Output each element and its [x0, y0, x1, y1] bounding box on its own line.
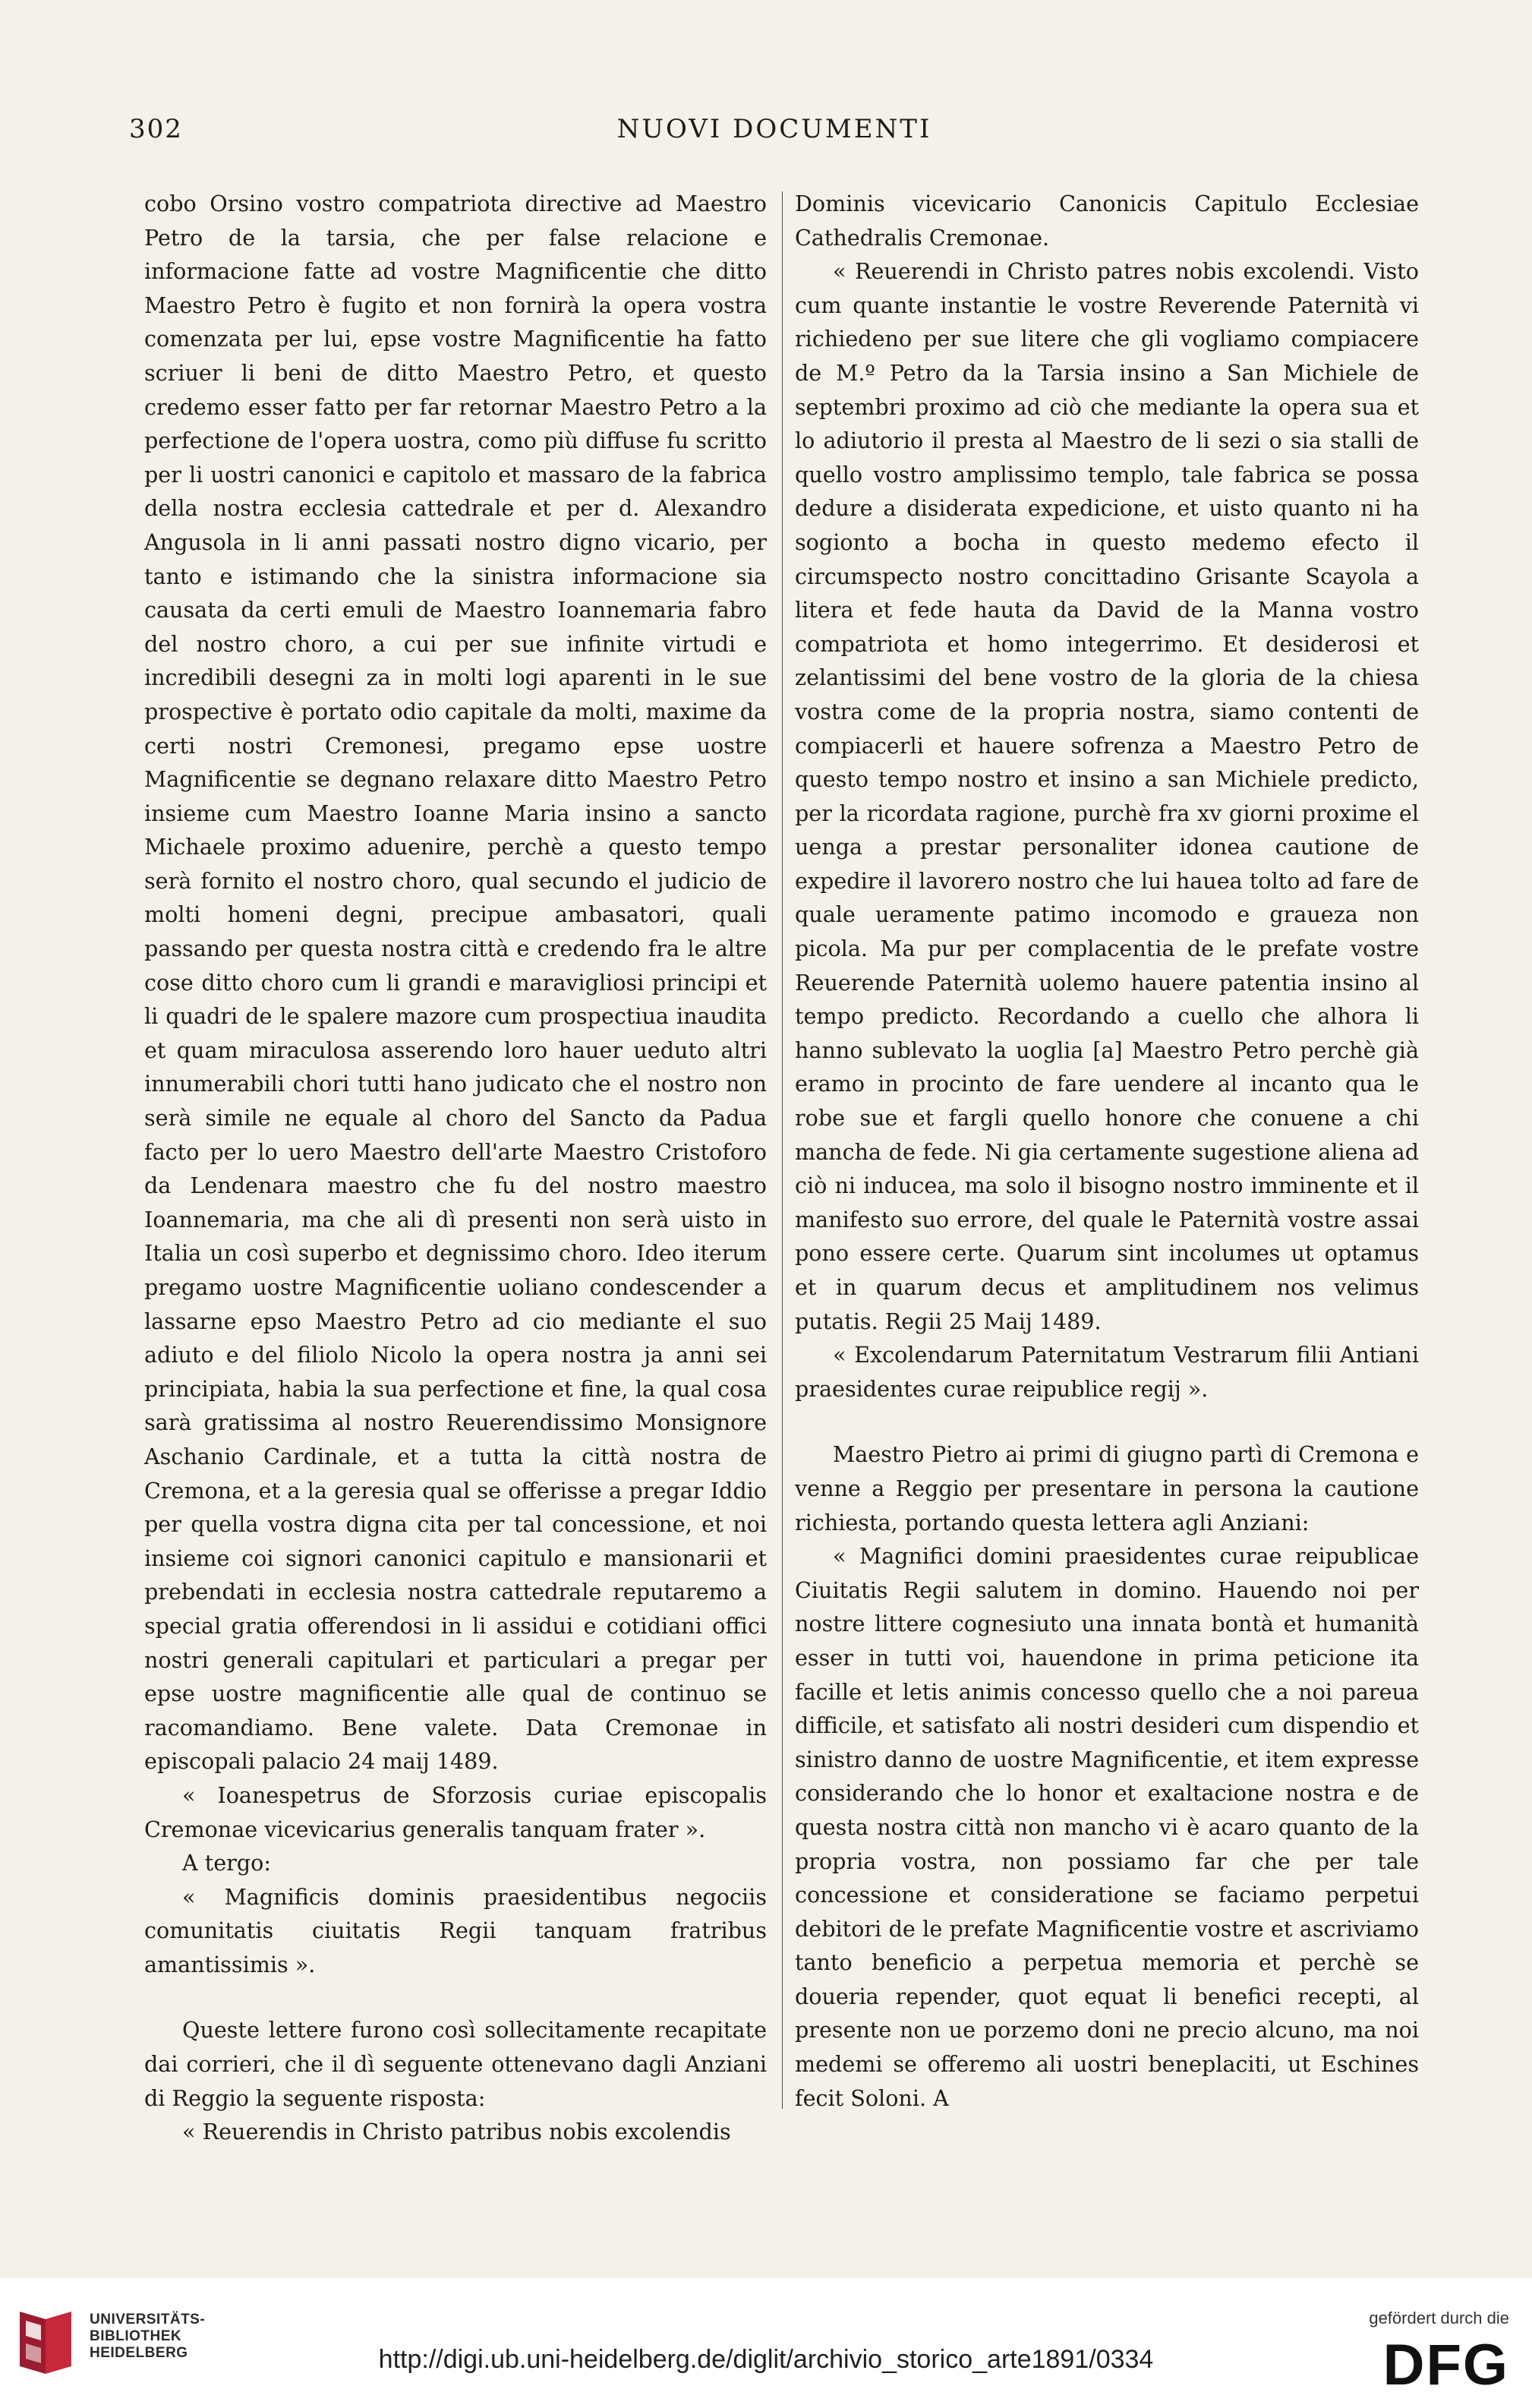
library-name-line: HEIDELBERG	[90, 2345, 188, 2361]
section-gap	[144, 1981, 767, 2013]
paragraph: « Ioanespetrus de Sforzosis curiae episcopalis Cremonae vicevicarius generalis tanquam frater ».	[144, 1782, 767, 1842]
paragraph: « Magnifici domini praesidentes curae reipublicae Ciuitatis Regii salutem in domino. Hauendo noi per nostre littere cognesiuto una innata bontà et humanità esser in tutti voi, hauendone in prima peticione ita facille et letis animis concesso quello che a noi pareua difficile, et satisfato ali nostri desideri cum dispendio et sinistro danno de uostre Magnificentie, et item expresse considerando che lo honor et exaltacione nostra e de questa nostra città non mancho vi è acaro quanto de la propria vostra, non possiamo far che per tale concessione et consideratione se faciamo perpetui debitori de le prefate Magnificentie vostre et ascriviamo tanto beneficio a perpetua memoria et perchè se doueria repender, quot equat li benefici recepti, al presente non ue porzemo doni ne precio alcuno, ma noi medemi se offeremo ali uostri beneplaciti, ut Eschines fecit Soloni. A	[795, 1543, 1419, 2111]
running-title: NUOVI DOCUMENTI	[616, 114, 932, 144]
column-rule	[782, 191, 783, 2109]
page-header	[129, 114, 1420, 159]
paragraph: Dominis vicevicario Canonicis Capitulo Ecclesiae Cathedralis Cremonae.	[795, 191, 1419, 251]
paragraph: « Excolendarum Paternitatum Vestrarum filii Antiani praesidentes curae reipublice regij ».	[795, 1342, 1419, 1402]
sponsor-label: gefördert durch die	[1369, 2309, 1509, 2328]
page-number: 302	[129, 114, 183, 144]
paragraph: « Reuerendis in Christo patribus nobis excolendis	[182, 2119, 731, 2145]
sponsor	[1327, 2309, 1509, 2394]
library-name-line: BIBLIOTHEK	[90, 2328, 182, 2344]
right-column	[795, 187, 1419, 2115]
paragraph: Maestro Pietro ai primi di giugno partì di Cremona e venne a Reggio per presentare in persona la cautione richiesta, portando questa lettera agli Anziani:	[795, 1441, 1419, 1535]
library-name-line: UNIVERSITÄTS-	[90, 2312, 206, 2328]
source-url-link[interactable]: http://digi.ub.uni-heidelberg.de/diglit/archivio_storico_arte1891/0334	[378, 2345, 1154, 2374]
paragraph: « Magnificis dominis praesidentibus negociis comunitatis ciuitatis Regii tanquam fratribus amantissimis ».	[144, 1883, 767, 1977]
paragraph: « Reuerendi in Christo patres nobis excolendi. Visto cum quante instantie le vostre Reverende Paternità vi richiedeno per sue litere che gli vogliamo compiacere de M.º Petro da la Tarsia insino a San Michiele de septembri proximo ad ciò che mediante la opera sua et lo adiutorio il presta al Maestro de li sezi o sia stalli de quello vostro amplissimo templo, tale fabrica se possa dedure a disiderata expedicione, et uisto quanto ni ha sogionto a bocha in questo medemo efecto il circumspecto nostro concittadino Grisante Scayola a litera et fede hauta da David de la Manna vostro compatriota et homo integerrimo. Et desiderosi et zelantissimi del bene vostro de la gloria de la chiesa vostra come de la propria nostra, siamo contenti de compiacerli et hauere sofrenza a Maestro Petro de questo tempo nostro et insino a san Michiele predicto, per la ricordata ragione, purchè fra xv giorni proxime el uenga a prestar personaliter idonea cautione de expedire il lavorero nostro che lui hauea tolto ad fare de quale ueramente patimo incomodo e graueza non picola. Ma pur per complacentia de le prefate vostre Reuerende Paternità uolemo hauere patentia insino al tempo predicto. Recordando a cuello che alhora li hanno sublevato la uoglia [a] Maestro Petro perchè già eramo in procinto de fare uendere al incanto qua le robe sue et fargli quello honore che conuene a chi mancha de fede. Ni gia certamente sugestione aliena ad ciò ni inducea, ma solo il bisogno nostro imminente et il manifesto suo errore, del quale le Paternità vostre assai pono essere certe. Quarum sint incolumes ut optamus et in quarum decus et amplitudinem nos velimus putatis. Regii 25 Maij 1489.	[795, 258, 1419, 1334]
footer	[0, 2278, 1532, 2408]
section-gap	[795, 1406, 1419, 1438]
paragraph: A tergo:	[182, 1850, 271, 1876]
dfg-logo-icon[interactable]	[1357, 2336, 1509, 2394]
paragraph: Queste lettere furono così sollecitamente recapitate dai corrieri, che il dì seguente ottenevano dagli Anziani di Reggio la seguente risposta:	[144, 2017, 767, 2111]
left-column	[144, 187, 767, 2149]
paragraph: cobo Orsino vostro compatriota directive ad Maestro Petro de la tarsia, che per false relacione e informacione fatte ad vostre Magnificentie che ditto Maestro Petro è fugito et non fornirà la opera vostra comenzata per lui, epse vostre Magnificentie ha fatto scriuer li beni de ditto Maestro Petro, et questo credemo esser fatto per far retornar Maestro Petro a la perfectione de l'opera uostra, como più diffuse fu scritto per li uostri canonici e capitolo et massaro de la fabrica della nostra ecclesia cattedrale et per d. Alexandro Angusola in li anni passati nostro digno vicario, per tanto e istimando che la sinistra informacione sia causata da certi emuli de Maestro Ioannemaria fabro del nostro choro, a cui per sue infinite virtudi e incredibili desegni za in molti logi aparenti in le sue prospective è portato odio capitale da molti, maxime da certi nostri Cremonesi, pregamo epse uostre Magnificentie se degnano relaxare ditto Maestro Petro insieme cum Maestro Ioanne Maria insino a sancto Michaele proximo aduenire, perchè a questo tempo serà fornito el nostro choro, qual secundo el judicio de molti homeni degni, precipue ambasatori, quali passando per questa nostra città e credendo fra le altre cose ditto choro cum li grandi e maravigliosi principi et li quadri de le spalere mazore cum prospectiua inaudita et quam miraculosa asserendo loro hauer ueduto altri innumerabili chori tutti hano judicato che el nostro non serà simile ne equale al choro del Sancto da Padua facto per lo uero Maestro dell'arte Maestro Cristoforo da Lendenara maestro che fu del nostro maestro Ioannemaria, ma che ali dì presenti non serà uisto in Italia un così superbo et degnissimo choro. Ideo iterum pregamo uostre Magnificentie uoliano condescender a lassarne epso Maestro Petro ad cio mediante el suo adiuto e del filiolo Nicolo la opera nostra ja anni sei principiata, habia la sua perfectione et fine, la qual cosa sarà gratissima al nostro Reuerendissimo Monsignore Aschanio Cardinale, et a tutta la città nostra de Cremona, et a la geresia qual se offerisse a pregar Iddio per quella vostra digna cita per tal concessione, et noi insieme coi signori canonici capitulo e mansionarii et prebendati in ecclesia nostra cattedrale reputaremo a special gratia offerendosi in li assidui e cotidiani offici nostri generali capitulari et particulari a pregar per epse uostre magnificentie alle qual de continuo se racomandiamo. Bene valete. Data Cremonae in episcopali palacio 24 maij 1489.	[144, 191, 767, 1775]
svg-text:DFG: DFG	[1382, 2336, 1509, 2391]
